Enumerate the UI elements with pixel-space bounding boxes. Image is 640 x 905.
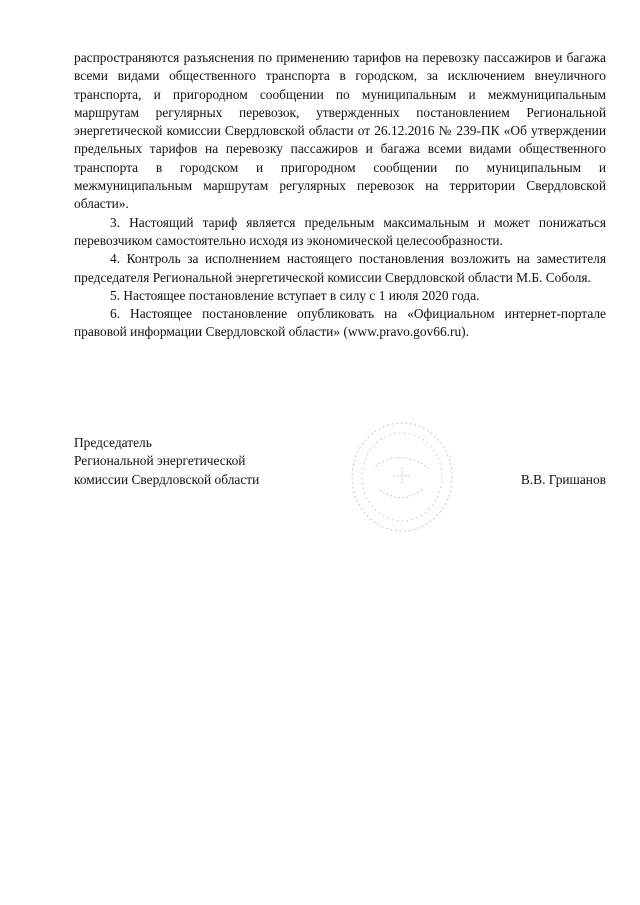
document-body — [74, 49, 606, 342]
paragraph-6: 6. Настоящее постановление опубликовать на «Официальном интернет-портале правовой информации Свердловской области» (www.pravo.gov66.ru). — [74, 306, 606, 340]
paragraph-3: 3. Настоящий тариф является предельным максимальным и может понижаться перевозчиком самостоятельно исходя из экономической целесообразности. — [74, 214, 606, 248]
signatory-name: В.В. Гришанов — [520, 471, 606, 487]
paragraph-continuation: распространяются разъяснения по применению тарифов на перевозку пассажиров и багажа всеми видами общественного транспорта в городском, за исключением внеуличного транспорта, и пригородном сообщении по муниципальным и межмуниципальным маршрутам регулярных перевозок, утвержденных постановлением Региональной энергетической комиссии Свердловской области от 26.12.2016 № 239-ПК «Об утверждении предельных тарифов на перевозку пассажиров и багажа всеми видами общественного транспорта в городском и пригородном сообщении по муниципальным и межмуниципальным маршрутам регулярных перевозок на территории Свердловской области». — [74, 50, 606, 212]
paragraph-5: 5. Настоящее постановление вступает в силу с 1 июля 2020 года. — [110, 287, 480, 303]
signatory-title-line-2: Региональной энергетической — [74, 453, 246, 469]
signatory-title-line-3: комиссии Свердловской области — [74, 471, 260, 487]
paragraph-4: 4. Контроль за исполнением настоящего постановления возложить на заместителя председателя Региональной энергетической комиссии Свердловской области М.Б. Соболя. — [74, 251, 606, 285]
signatory-title-line-1: Председатель — [74, 435, 152, 450]
signature-block — [74, 434, 606, 489]
